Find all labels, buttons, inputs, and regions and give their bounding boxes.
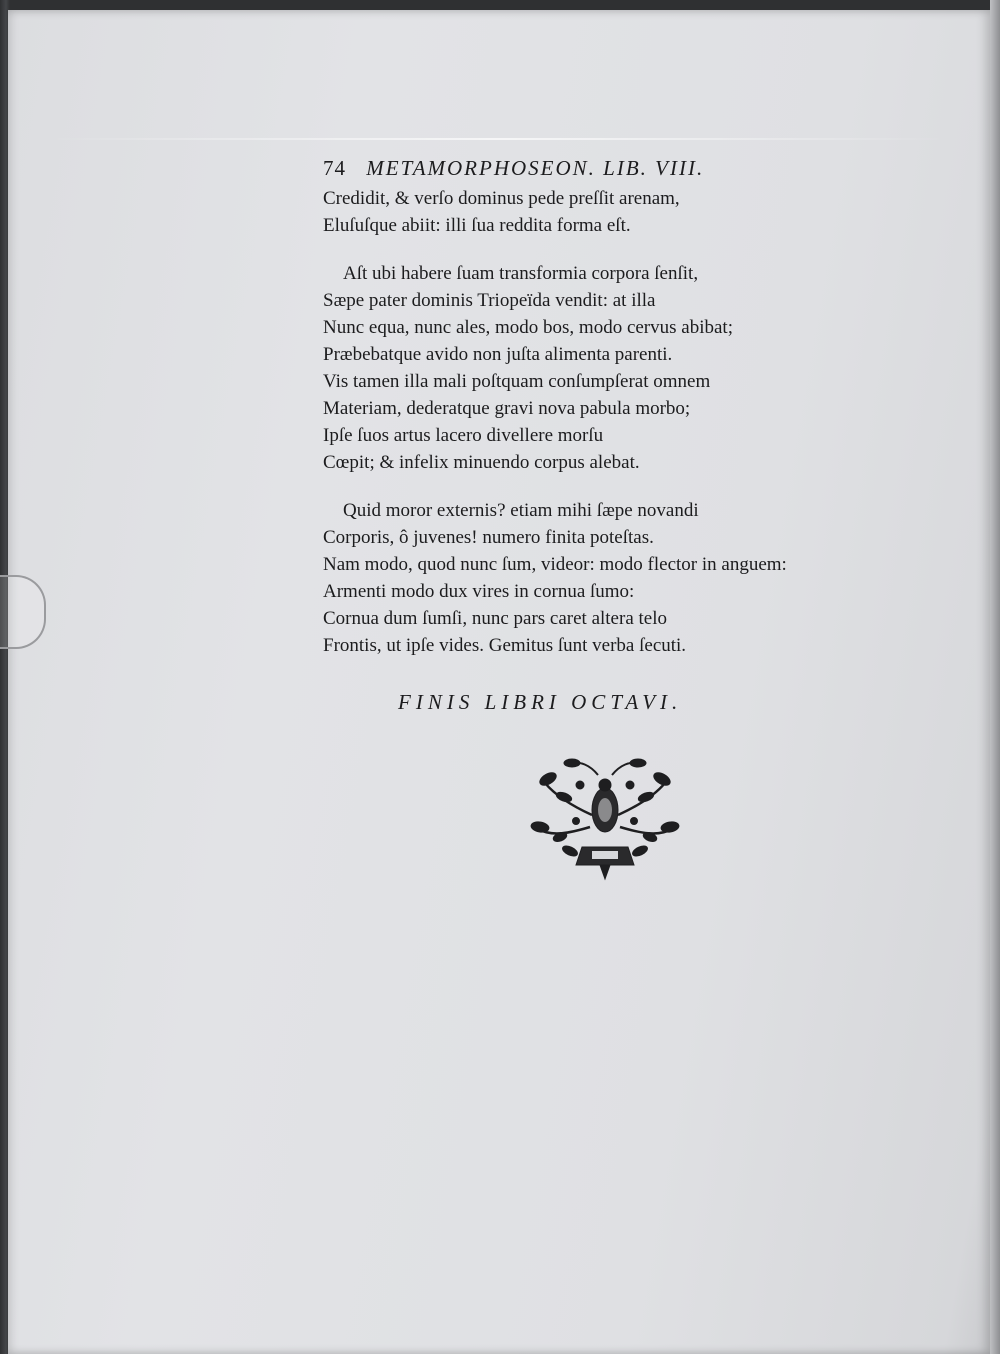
- clip-mark: [0, 575, 46, 649]
- verse-line: Corporis, ô juvenes! numero finita poteſtas.: [323, 527, 654, 548]
- verse-line: Armenti modo dux vires in cornua ſumo:: [323, 581, 635, 602]
- verse-line: Quid moror externis? etiam mihi ſæpe novandi: [343, 500, 699, 521]
- verse-line: Aſt ubi habere ſuam transformia corpora ſenſit,: [343, 263, 699, 284]
- verse-line: Credidit, & verſo dominus pede preſſit arenam,: [323, 188, 680, 209]
- floral-ornament: [530, 755, 680, 885]
- book-page: [8, 10, 992, 1354]
- verse-line: Cœpit; & infelix minuendo corpus alebat.: [323, 452, 640, 473]
- verse-line: Nunc equa, nunc ales, modo bos, modo cervus abibat;: [323, 317, 733, 338]
- verse-line: Præbebatque avido non juſta alimenta parenti.: [323, 344, 673, 365]
- running-title: METAMORPHOSEON. LIB. VIII.: [366, 156, 705, 180]
- page-crease: [48, 138, 948, 140]
- verse-line: Vis tamen illa mali poſtquam conſumpſerat omnem: [323, 371, 711, 392]
- page-number: 74: [323, 156, 346, 180]
- verse-line: Eluſuſque abiit: illi ſua reddita forma eſt.: [323, 215, 631, 236]
- verse-line: Nam modo, quod nunc ſum, videor: modo flector in anguem:: [323, 554, 787, 575]
- running-header: [323, 156, 704, 181]
- verse-line: Materiam, dederatque gravi nova pabula morbo;: [323, 398, 691, 419]
- verse-line: Cornua dum ſumſi, nunc pars caret altera telo: [323, 608, 667, 629]
- verse-line: Frontis, ut ipſe vides. Gemitus ſunt verba ſecuti.: [323, 635, 687, 656]
- page-edge: [990, 0, 1000, 1354]
- verse-line: Ipſe ſuos artus lacero divellere morſu: [323, 425, 604, 446]
- finis-heading: FINIS LIBRI OCTAVI.: [398, 690, 683, 714]
- verse-line: Sæpe pater dominis Triopeïda vendit: at illa: [323, 290, 656, 311]
